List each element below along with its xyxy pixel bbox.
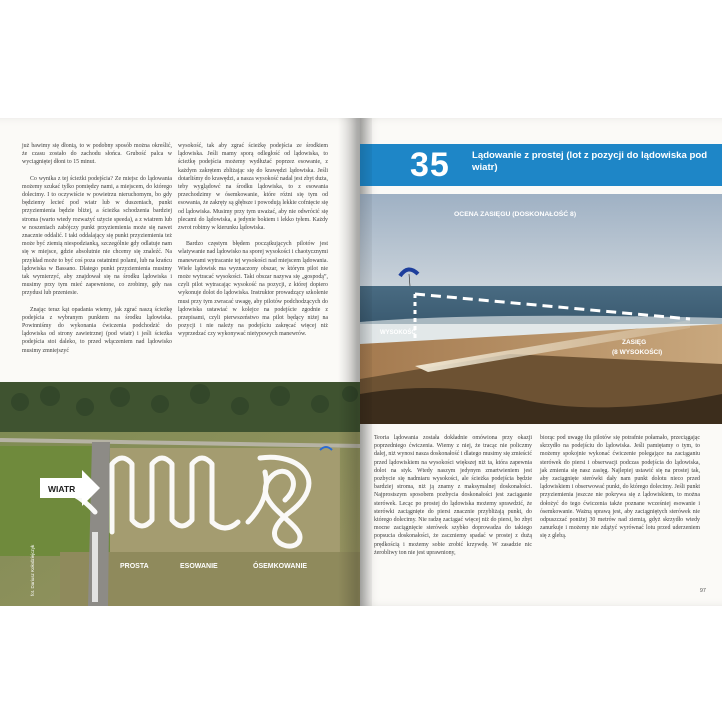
right-text-column-2 [540, 434, 700, 549]
paragraph: Znając teraz kąt opadania wiemy, jak zgrać naszą ścieżkę podejścia z wybranym punktem na środku lądowiska. Powinniśmy do wykonania ćwiczenia podchodzić do lądowiska od strony zawietrznej (pod wiatr) i jeśli ścieżka podejścia stoi daleko, to przed włączeniem nad lądowisko musimy zmniejszyć [22, 306, 172, 354]
left-text-column-1 [22, 142, 172, 363]
chapter-number: 35 [410, 146, 450, 184]
page-number: 97 [699, 588, 706, 594]
range-label: ZASIĘG [622, 339, 647, 346]
paragraph: biorąc pod uwagę ilu pilotów się potrafnie połamało, przeciągając skrzydło na podejściu do lądowiska. Jeśli pamiętamy o tym, to możemy spokojnie wykonać ćwiczenie polegające na zaciąganiu sterówek do piersi i obserwacji podczas podejścia do lądowiska, jak zmienia się nasz zasięg. Najlepiej ustawić się na prostej tak, aby zaciągnięte sterówki dały nam punkt dolotu nieco przed lądowiskiem i obserwować punkt, do którego dolecimy. Jeśli punkt przyziemienia jeszcze nie pokrywa się z lądowiskiem, to można dołożyć do tego ćwiczenia także poznane wcześniej esowanie i ósemkowanie. Ważną sprawą jest, aby zaciągniętych sterówek nie odpuszczać poniżej 30 metrów nad ziemią, gdyż skrzydło wtedy zanurkuje i możemy nie zdążyć wyrównać lotu przed uderzeniem się z glebą. [540, 435, 700, 540]
figure-eight-label: ÓSEMKOWANIE [253, 563, 308, 570]
paragraph: Co wynika z tej ścieżki podejścia? Ze miejsc do lądowania możemy szukać tylko pomiędzy nami, a miejscem, do którego dolecimy. I to oczywiście w powietrzu nieruchomym, bo gdy będziemy lecieć pod wiatr lub w duszeniach, punkt przyziemienia będzie bliżej, a ścieżka schodzenia bardziej stroma (warto wtedy rozważyć użycie speeda), a z wiatrem lub w noszeniach zabójczy punkt przyziemienia może się nawet znacznie oddalić. I taki oddalający się punkt przyziemienia też może być ziemią niespodzianką, szczególnie gdy odlatuje nam się w miejsce, gdzie absolutnie nie chcemy się znaleźć. Na przykład może to być coś poza ostatnimi polami, lub na krańcu lądowiska w Bassano. Dlatego punkt przyziemienia musimy tak wymierzyć, aby znajdował się na środku lądowiska i musimy przy tym mieć zapewnione, co zrobimy, gdy nas przydusi lub przeniesie. [22, 175, 172, 297]
right-text-column-1 [374, 434, 532, 565]
esing-label: ESOWANIE [180, 563, 218, 570]
left-text-column-2 [178, 142, 328, 347]
book-spread [0, 118, 722, 606]
chapter-title: Lądowanie z prostej (lot z pozycji do lądowiska pod wiatr) [472, 150, 708, 173]
paragraph: już bawimy się dłonią, to w podobny sposób można określić, że czasu zostało do zachodu słońca. Grubość palca w wyciągniętej dłoni to 15 minut. [22, 143, 172, 166]
glide-label: OCENA ZASIĘGU (DOSKONAŁOŚĆ 8) [454, 211, 577, 218]
photo-credit: fot. Dariusz Kołodziejczyk [30, 544, 35, 596]
height-label: WYSOKOŚĆ [380, 330, 416, 336]
paragraph: Bardzo częstym błędem początkujących pilotów jest wlatywanie nad lądowisko na sporej wysokości i chaotycznymi manewrami wytracanie tej wysokości nad miejscem lądowania. Wiele lądowisk ma wyznaczony obszar, w którym pilot nie może wytracać wysokości. Taki obszar nazywa się „gospodą”, czyli pilot wytracając wysokość na pozycji, z której dopiero wykonuje dolot do lądowiska. Instruktor prowadzący szkolenie musi przy tym zwracać uwagę, aby pilotów podchodzących do lądowiska ustawiać w kolejce na podejście zgodnie z przepisami, czyli pierwszeństwo ma pilot będący niżej na pozycji i nie należy na podejściu zakręcać więcej niż wyprzedzać czy wykonywać nietypowych manewrów. [178, 241, 328, 338]
straight-label: PROSTA [120, 563, 149, 570]
right-page [360, 118, 722, 606]
paragraph: Teoria lądowania została dokładnie omówiona przy okazji poprzedniego ćwiczenia. Wiemy z niej, że tracąc nie policzmy dalej, niż wynosi nasza doskonałość i dlatego musimy się zmieścić przed lądowiskiem na wysokości większej niż ta, która zapewnia dolot na styk. Wtedy naszym jedynym zmartwieniem jest pozbycie się nadmiaru wysokości, ale ścieżka podejścia będzie bardziej stroma, niż ją znamy z maksymalnej doskonałości. Najprostszym sposobem pozbycia doskonałości jest zaciąganie sterówek. Lecąc po prostej do lądowiska możemy sprawdzić, że sterówki zaciągnięte do piersi znacznie przybliżają punkt, do którego dolecimy. Nie radzę zaciągać więcej niż do piersi, bo zbyt mocne zaciągnięcie sterówek szybko doprowadza do takiego popsucia doskonałości, że zaczniemy spadać w prostej z dużą prędkością i możemy sobie zrobić krzywdę. W zasadzie nic żerobliwy ton nie jest uprawniony, [374, 435, 532, 556]
paragraph: wysokość, tak aby zgrać ścieżkę podejścia ze środkiem lądowiska. Jeśli mamy sporą odległość od lądowiska, to ścieżkę podejścia możemy wydłużać poprzez esowanie, z każdym zakrętem zbliżając się do krawędzi lądowiska. Jeśli dotarliśmy do krawędzi, a nasza wysokość nadal jest zbyt duża, teby wyglądowć na środku lądowiska, to z esowania przechodzimy w ósemkowanie, które różni się tym od esowania, że zakręty są głębsze i powodują lekkie cofnięcie się od lądowiska. Musimy przy tym uważać, aby nie odwrócić się plecami do lądowiska, a jedynie bokiem i lekko tyłem. Każdy zwrot robimy w kierunku lądowiska. [178, 143, 329, 232]
aerial-landing-diagram [0, 382, 360, 606]
wind-label: WIATR [48, 484, 76, 494]
range-sub-label: (8 WYSOKOŚCI) [612, 349, 663, 356]
left-page [0, 118, 360, 606]
beach-photo-diagram [360, 194, 722, 424]
